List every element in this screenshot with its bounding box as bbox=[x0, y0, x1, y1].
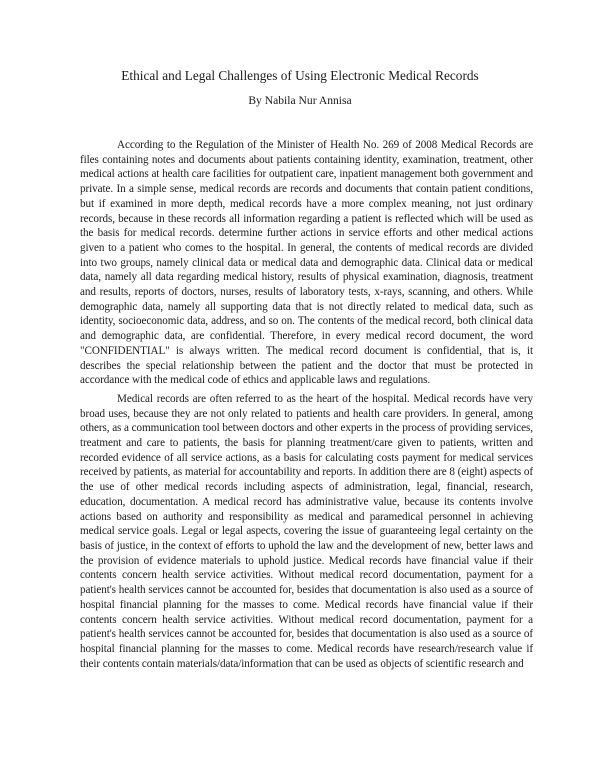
document-author: By Nabila Nur Annisa bbox=[248, 94, 352, 107]
document-body bbox=[80, 138, 533, 671]
document-title: Ethical and Legal Challenges of Using Electronic Medical Records bbox=[121, 68, 479, 83]
paragraph-2: Medical records are often referred to as the heart of the hospital. Medical records have very broad uses, because they are not only related to patients and health care providers. In general, among others, as a communication tool between doctors and other experts in the process of providing services, treatment and care to patients, the basis for planning treatment/care given to patients, written and recorded evidence of all service actions, as a basis for calculating costs payment for medical services received by patients, as material for accountability and reports. In addition there are 8 (eight) aspects of the use of other medical records including aspects of administration, legal, financial, research, education, documentation. A medical record has administrative value, because its contents involve actions based on authority and responsibility as medical and paramedical personnel in achieving medical service goals. Legal or legal aspects, covering the issue of guaranteeing legal certainty on the basis of justice, in the context of efforts to uphold the law and the development of new, better laws and the provision of evidence materials to uphold justice. Medical records have financial value if their contents concern health service activities. Without medical record documentation, payment for a patient's health services cannot be accounted for, besides that documentation is also used as a source of hospital financial planning for the masses to come. Medical records have financial value if their contents concern health service activities. Without medical record documentation, payment for a patient's health services cannot be accounted for, besides that documentation is also used as a source of hospital financial planning for the masses to come. Medical records have research/research value if their contents contain materials/data/information that can be used as objects of scientific research and bbox=[80, 392, 533, 670]
paragraph-1: According to the Regulation of the Minister of Health No. 269 of 2008 Medical Records are files containing notes and documents about patients containing identity, examination, treatment, other medical actions at health care facilities for outpatient care, inpatient management both government and private. In a simple sense, medical records are records and documents that contain patient conditions, but if examined in more depth, medical records have a more complex meaning, not just ordinary records, because in these records all information regarding a patient is reflected which will be used as the basis for medical records. determine further actions in service efforts and other medical actions given to a patient who comes to the hospital. In general, the contents of medical records are divided into two groups, namely clinical data or medical data and demographic data. Clinical data or medical data, namely all data regarding medical history, results of physical examination, diagnosis, treatment and results, reports of doctors, nurses, results of laboratory tests, x-rays, scanning, and others. While demographic data, namely all supporting data that is not directly related to medical data, such as identity, socioeconomic data, address, and so on. The contents of the medical record, both clinical data and demographic data, are confidential. Therefore, in every medical record document, the word "CONFIDENTIAL" is always written. The medical record document is confidential, that is, it describes the special relationship between the patient and the doctor that must be protected in accordance with the medical code of ethics and applicable laws and regulations. bbox=[80, 139, 533, 387]
